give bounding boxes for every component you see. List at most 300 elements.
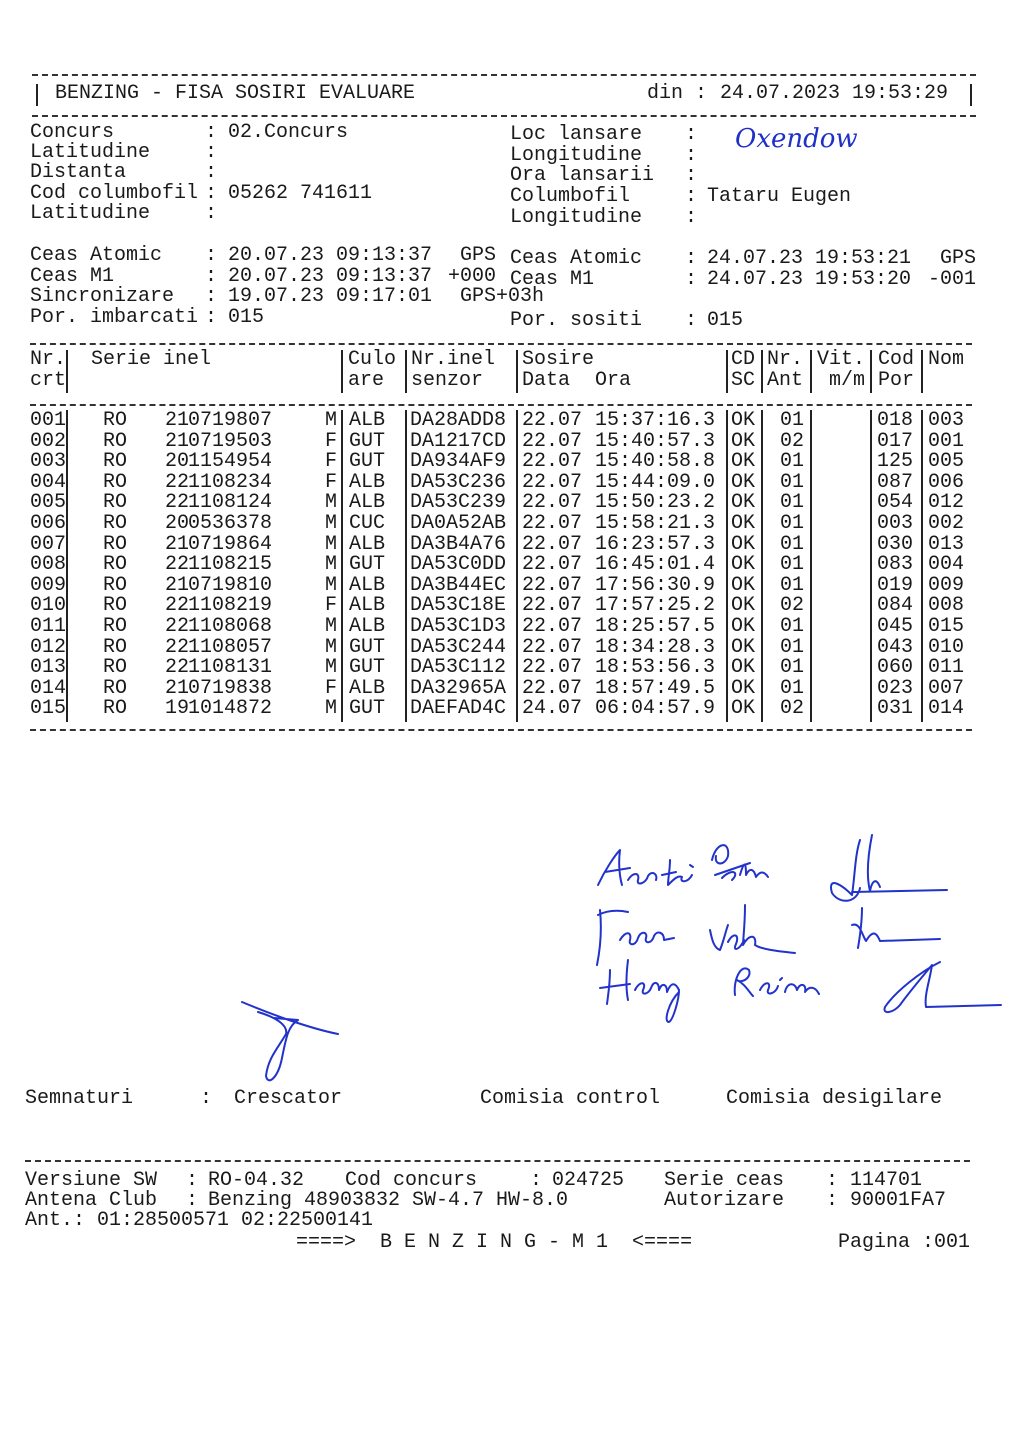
cell-cdsc: OK [731, 697, 756, 721]
cell-sex: M [325, 573, 338, 597]
column-header-vit: m/m [829, 369, 866, 392]
cell-ant: 02 [780, 697, 805, 721]
colon: : [826, 1169, 839, 1192]
colon: : [205, 161, 218, 184]
column-header-culoare: Culo [348, 348, 397, 371]
footer-separator [25, 1160, 970, 1162]
cell-nr: 015 [30, 697, 67, 721]
crescator-signature [238, 998, 348, 1088]
column-divider [341, 350, 343, 393]
cell-tara: RO [103, 450, 128, 474]
cell-ora: 15:37:16.3 [595, 409, 716, 432]
clock-label: Sincronizare [30, 285, 175, 308]
versiune-label: Versiune SW [25, 1169, 158, 1192]
colon: : [205, 141, 218, 164]
column-divider [405, 350, 407, 393]
cell-sex: M [325, 553, 338, 577]
cell-nr: 004 [30, 470, 67, 494]
crescator-label: Crescator [234, 1087, 343, 1110]
column-header-nom: Nom [928, 348, 965, 371]
colon: : [200, 1087, 213, 1110]
cell-cdsc: OK [731, 656, 756, 680]
cell-sex: M [325, 697, 338, 721]
cell-ora: 16:45:01.4 [595, 553, 716, 577]
cell-an: 22 [165, 594, 190, 618]
column-header-sosire: Sosire [522, 348, 595, 371]
cell-ora: 17:57:25.2 [595, 594, 716, 618]
cell-cod: 019 [877, 573, 914, 597]
cell-tara: RO [103, 409, 128, 432]
colon: : [685, 268, 698, 291]
cell-tara: RO [103, 553, 128, 577]
info-label: Longitudine [510, 206, 643, 229]
report-date-label: din [647, 82, 684, 105]
table-separator-top [30, 343, 972, 345]
cell-ant: 01 [780, 573, 805, 597]
cell-nom: 007 [928, 676, 965, 700]
cell-tara: RO [103, 676, 128, 700]
column-divider [810, 350, 812, 393]
cell-nom: 009 [928, 573, 965, 597]
cell-culoare: ALB [349, 676, 386, 700]
commission-signatures [590, 830, 970, 1010]
cell-inel: 1108215 [188, 553, 273, 577]
cell-an: 22 [165, 615, 190, 638]
cell-cod: 043 [877, 635, 914, 659]
column-divider [726, 410, 728, 722]
cell-cod: 017 [877, 429, 914, 453]
cell-sex: F [325, 594, 338, 618]
cell-ant: 02 [780, 429, 805, 453]
cell-inel: 0719810 [188, 573, 273, 597]
clock-value: 19.07.23 09:17:01 [228, 285, 433, 308]
cell-nom: 010 [928, 635, 965, 659]
cell-an: 19 [165, 697, 190, 721]
cell-nr: 003 [30, 450, 67, 474]
cell-cod: 018 [877, 409, 914, 432]
info-label: Distanta [30, 161, 127, 184]
cell-data: 22.07 [522, 635, 583, 659]
cell-nr: 009 [30, 573, 67, 597]
cell-ant: 01 [780, 676, 805, 700]
colon: : [685, 309, 698, 332]
column-header-senzor: Nr.inel [411, 348, 496, 371]
cell-ora: 18:53:56.3 [595, 656, 716, 680]
cell-an: 22 [165, 656, 190, 680]
cell-an: 22 [165, 491, 190, 515]
cell-cdsc: OK [731, 512, 756, 535]
autorizare-value: 90001FA7 [850, 1189, 947, 1212]
cell-nr: 001 [30, 409, 67, 432]
cell-inel: 0536378 [188, 512, 273, 535]
colon: : [685, 123, 698, 146]
column-divider [726, 350, 728, 393]
cell-sex: M [325, 512, 338, 535]
cell-data: 22.07 [522, 594, 583, 618]
cell-inel: 0719864 [188, 532, 273, 556]
cell-ora: 15:50:23.2 [595, 491, 716, 515]
cell-ant: 01 [780, 615, 805, 638]
cell-ant: 02 [780, 594, 805, 618]
cell-an: 20 [165, 512, 190, 535]
cell-culoare: GUT [349, 429, 386, 453]
colon: : [685, 185, 698, 208]
column-divider [810, 410, 812, 722]
report-title: BENZING - FISA SOSIRI EVALUARE [55, 82, 416, 105]
cell-senzor: DA0A52AB [410, 512, 507, 535]
cell-senzor: DA3B44EC [410, 573, 507, 597]
cell-culoare: ALB [349, 491, 386, 515]
cell-nom: 006 [928, 470, 965, 494]
cell-nom: 005 [928, 450, 965, 474]
cell-tara: RO [103, 532, 128, 556]
header-border-top [32, 74, 976, 76]
column-header-serie: Serie inel [91, 348, 212, 371]
cell-cdsc: OK [731, 409, 756, 432]
cell-nom: 008 [928, 594, 965, 618]
colon: : [695, 82, 708, 105]
cell-nom: 011 [928, 656, 965, 680]
cell-tara: RO [103, 512, 128, 535]
info-value: 02.Concurs [228, 121, 349, 144]
column-divider [66, 350, 68, 393]
info-label: Longitudine [510, 144, 643, 167]
comisia-desigilare-label: Comisia desigilare [726, 1087, 943, 1110]
table-separator-header [30, 404, 972, 406]
info-label: Ora lansarii [510, 164, 655, 187]
cell-data: 22.07 [522, 450, 583, 474]
info-value: Tataru Eugen [707, 185, 852, 208]
cell-cod: 023 [877, 676, 914, 700]
cell-senzor: DA32965A [410, 676, 507, 700]
colon: : [205, 306, 218, 329]
cell-data: 22.07 [522, 470, 583, 494]
cell-tara: RO [103, 615, 128, 638]
autorizare-label: Autorizare [664, 1189, 785, 1212]
cell-culoare: GUT [349, 635, 386, 659]
cell-culoare: CUC [349, 512, 386, 535]
colon: : [685, 206, 698, 229]
cell-tara: RO [103, 573, 128, 597]
column-header-cdsc: CD [731, 348, 756, 371]
header-border-right [970, 84, 972, 106]
cell-cod: 083 [877, 553, 914, 577]
cell-ora: 15:58:21.3 [595, 512, 716, 535]
cell-nom: 015 [928, 615, 965, 638]
cell-tara: RO [103, 429, 128, 453]
table-separator-bottom [30, 729, 972, 731]
info-label: Latitudine [30, 202, 151, 225]
cell-sex: F [325, 470, 338, 494]
info-label: Concurs [30, 121, 115, 144]
cell-an: 22 [165, 553, 190, 577]
cell-culoare: ALB [349, 470, 386, 494]
column-header-cod: Cod [878, 348, 915, 371]
cell-sex: F [325, 676, 338, 700]
cell-an: 20 [165, 450, 190, 474]
column-header-ant: Ant [767, 369, 804, 392]
loc-lansare-handwritten: Oxendow [735, 124, 858, 154]
cell-ant: 01 [780, 512, 805, 535]
clock-suffix: GPS [940, 247, 977, 270]
cell-ora: 16:23:57.3 [595, 532, 716, 556]
column-header-ant: Nr. [767, 348, 804, 371]
cell-ant: 01 [780, 409, 805, 432]
cell-data: 22.07 [522, 553, 583, 577]
cell-inel: 1108234 [188, 470, 273, 494]
column-header-cdsc: SC [731, 369, 756, 392]
clock-suffix: +000 [448, 265, 497, 288]
cell-data: 22.07 [522, 532, 583, 556]
cell-an: 21 [165, 409, 190, 432]
cell-ora: 15:44:09.0 [595, 470, 716, 494]
cell-inel: 0719503 [188, 429, 273, 453]
cell-inel: 1154954 [188, 450, 273, 474]
cell-senzor: DA53C244 [410, 635, 507, 659]
cell-inel: 0719838 [188, 676, 273, 700]
cell-tara: RO [103, 697, 128, 721]
clock-label: Ceas M1 [510, 268, 595, 291]
cell-cod: 030 [877, 532, 914, 556]
colon: : [205, 285, 218, 308]
cell-an: 22 [165, 470, 190, 494]
cell-cdsc: OK [731, 594, 756, 618]
cell-ora: 18:25:57.5 [595, 615, 716, 638]
cell-inel: 1108124 [188, 491, 273, 515]
cell-tara: RO [103, 491, 128, 515]
cell-ora: 18:57:49.5 [595, 676, 716, 700]
column-divider [341, 410, 343, 722]
cod-concurs-value: 024725 [552, 1169, 625, 1192]
cell-cod: 060 [877, 656, 914, 680]
cell-inel: 1108131 [188, 656, 273, 680]
benzing-banner: ====> B E N Z I N G - M 1 <==== [296, 1231, 693, 1254]
cell-cdsc: OK [731, 573, 756, 597]
clock-value: 24.07.23 19:53:20 [707, 268, 912, 291]
cell-sex: M [325, 615, 338, 638]
colon: : [205, 182, 218, 205]
antena-label: Antena Club [25, 1189, 158, 1212]
cell-senzor: DA934AF9 [410, 450, 507, 474]
clock-value: 20.07.23 09:13:37 [228, 265, 433, 288]
clock-label: Ceas Atomic [30, 244, 163, 267]
cell-culoare: ALB [349, 409, 386, 432]
colon: : [685, 144, 698, 167]
page-number: Pagina :001 [838, 1231, 971, 1254]
cell-ora: 15:40:58.8 [595, 450, 716, 474]
cell-ora: 06:04:57.9 [595, 697, 716, 721]
cell-culoare: GUT [349, 553, 386, 577]
clock-value: 24.07.23 19:53:21 [707, 247, 912, 270]
clock-label: Ceas M1 [30, 265, 115, 288]
cell-nom: 002 [928, 512, 965, 535]
cell-nr: 008 [30, 553, 67, 577]
cell-cod: 003 [877, 512, 914, 535]
clock-suffix: GPS+03h [460, 285, 545, 308]
cell-cod: 031 [877, 697, 914, 721]
cell-nom: 013 [928, 532, 965, 556]
column-header-senzor: senzor [411, 369, 484, 392]
column-divider [761, 350, 763, 393]
cell-tara: RO [103, 656, 128, 680]
cell-an: 21 [165, 573, 190, 597]
clock-value: 015 [707, 309, 744, 332]
cell-cdsc: OK [731, 470, 756, 494]
header-border-left [36, 84, 38, 106]
cell-ant: 01 [780, 450, 805, 474]
cell-ant: 01 [780, 491, 805, 515]
cell-culoare: GUT [349, 656, 386, 680]
cell-culoare: GUT [349, 697, 386, 721]
colon: : [186, 1169, 199, 1192]
column-header-sosire: Data [522, 369, 571, 392]
antena-value: Benzing 48903832 SW-4.7 HW-8.0 [208, 1189, 569, 1212]
cell-sex: M [325, 656, 338, 680]
cell-data: 22.07 [522, 573, 583, 597]
clock-suffix: GPS [460, 244, 497, 267]
colon: : [685, 247, 698, 270]
cell-tara: RO [103, 470, 128, 494]
column-divider [761, 410, 763, 722]
cell-cdsc: OK [731, 429, 756, 453]
cell-senzor: DA1217CD [410, 429, 507, 453]
cell-nr: 002 [30, 429, 67, 453]
cell-sex: M [325, 532, 338, 556]
signatures-label: Semnaturi [25, 1087, 134, 1110]
cell-cod: 125 [877, 450, 914, 474]
column-divider [921, 410, 923, 722]
cell-sex: F [325, 429, 338, 453]
cell-an: 21 [165, 532, 190, 556]
colon: : [205, 265, 218, 288]
cell-senzor: DA53C18E [410, 594, 507, 618]
column-header-nr: Nr. [30, 348, 67, 371]
cell-nom: 014 [928, 697, 965, 721]
cell-sex: M [325, 491, 338, 515]
column-header-vit: Vit. [817, 348, 866, 371]
info-label: Cod columbofil [30, 182, 199, 205]
antenna-line: Ant.: 01:28500571 02:22500141 [25, 1209, 374, 1232]
colon: : [205, 202, 218, 225]
cell-cod: 045 [877, 615, 914, 638]
cell-an: 21 [165, 676, 190, 700]
column-divider [921, 350, 923, 393]
cell-culoare: ALB [349, 532, 386, 556]
cell-ant: 01 [780, 656, 805, 680]
colon: : [530, 1169, 543, 1192]
comisia-control-label: Comisia control [480, 1087, 661, 1110]
cell-nr: 012 [30, 635, 67, 659]
serie-ceas-label: Serie ceas [664, 1169, 785, 1192]
cod-concurs-label: Cod concurs [345, 1169, 478, 1192]
cell-data: 22.07 [522, 656, 583, 680]
cell-data: 24.07 [522, 697, 583, 721]
cell-sex: M [325, 635, 338, 659]
cell-cod: 054 [877, 491, 914, 515]
cell-culoare: GUT [349, 450, 386, 474]
cell-ora: 18:34:28.3 [595, 635, 716, 659]
cell-ant: 01 [780, 532, 805, 556]
cell-inel: 1108219 [188, 594, 273, 618]
clock-suffix: -001 [928, 268, 977, 291]
cell-nr: 013 [30, 656, 67, 680]
column-divider [405, 410, 407, 722]
cell-ant: 01 [780, 470, 805, 494]
cell-senzor: DA28ADD8 [410, 409, 507, 432]
cell-nom: 003 [928, 409, 965, 432]
cell-inel: 0719807 [188, 409, 273, 432]
cell-senzor: DA53C1D3 [410, 615, 507, 638]
cell-data: 22.07 [522, 615, 583, 638]
info-label: Columbofil [510, 185, 631, 208]
clock-label: Por. sositi [510, 309, 643, 332]
column-header-culoare: are [348, 369, 385, 392]
cell-nr: 010 [30, 594, 67, 618]
column-divider [870, 350, 872, 393]
cell-an: 22 [165, 635, 190, 659]
cell-senzor: DA53C0DD [410, 553, 507, 577]
cell-nr: 005 [30, 491, 67, 515]
cell-nom: 001 [928, 429, 965, 453]
cell-senzor: DA3B4A76 [410, 532, 507, 556]
clock-label: Por. imbarcati [30, 306, 199, 329]
header-border-bottom [32, 115, 976, 117]
cell-tara: RO [103, 594, 128, 618]
colon: : [205, 121, 218, 144]
clock-value: 015 [228, 306, 265, 329]
cell-cdsc: OK [731, 532, 756, 556]
column-header-cod: Por [878, 369, 915, 392]
cell-nom: 004 [928, 553, 965, 577]
cell-data: 22.07 [522, 676, 583, 700]
cell-culoare: ALB [349, 615, 386, 638]
versiune-value: RO-04.32 [208, 1169, 305, 1192]
cell-an: 21 [165, 429, 190, 453]
clock-label: Ceas Atomic [510, 247, 643, 270]
cell-cdsc: OK [731, 450, 756, 474]
cell-ant: 01 [780, 553, 805, 577]
cell-inel: 1014872 [188, 697, 273, 721]
cell-data: 22.07 [522, 491, 583, 515]
column-divider [516, 350, 518, 393]
colon: : [685, 164, 698, 187]
cell-data: 22.07 [522, 512, 583, 535]
cell-cdsc: OK [731, 635, 756, 659]
info-label: Latitudine [30, 141, 151, 164]
cell-nom: 012 [928, 491, 965, 515]
info-label: Loc lansare [510, 123, 643, 146]
cell-tara: RO [103, 635, 128, 659]
cell-nr: 014 [30, 676, 67, 700]
cell-cdsc: OK [731, 553, 756, 577]
column-divider [66, 410, 68, 722]
cell-sex: M [325, 409, 338, 432]
cell-cod: 084 [877, 594, 914, 618]
cell-nr: 011 [30, 615, 67, 638]
cell-nr: 006 [30, 512, 67, 535]
report-date-value: 24.07.2023 19:53:29 [720, 82, 949, 105]
column-divider [516, 410, 518, 722]
cell-data: 22.07 [522, 409, 583, 432]
cell-ant: 01 [780, 635, 805, 659]
clock-value: 20.07.23 09:13:37 [228, 244, 433, 267]
cell-ora: 17:56:30.9 [595, 573, 716, 597]
cell-senzor: DA53C236 [410, 470, 507, 494]
cell-cdsc: OK [731, 676, 756, 700]
cell-senzor: DAEFAD4C [410, 697, 507, 721]
column-header-ora: Ora [595, 369, 632, 392]
cell-culoare: ALB [349, 594, 386, 618]
